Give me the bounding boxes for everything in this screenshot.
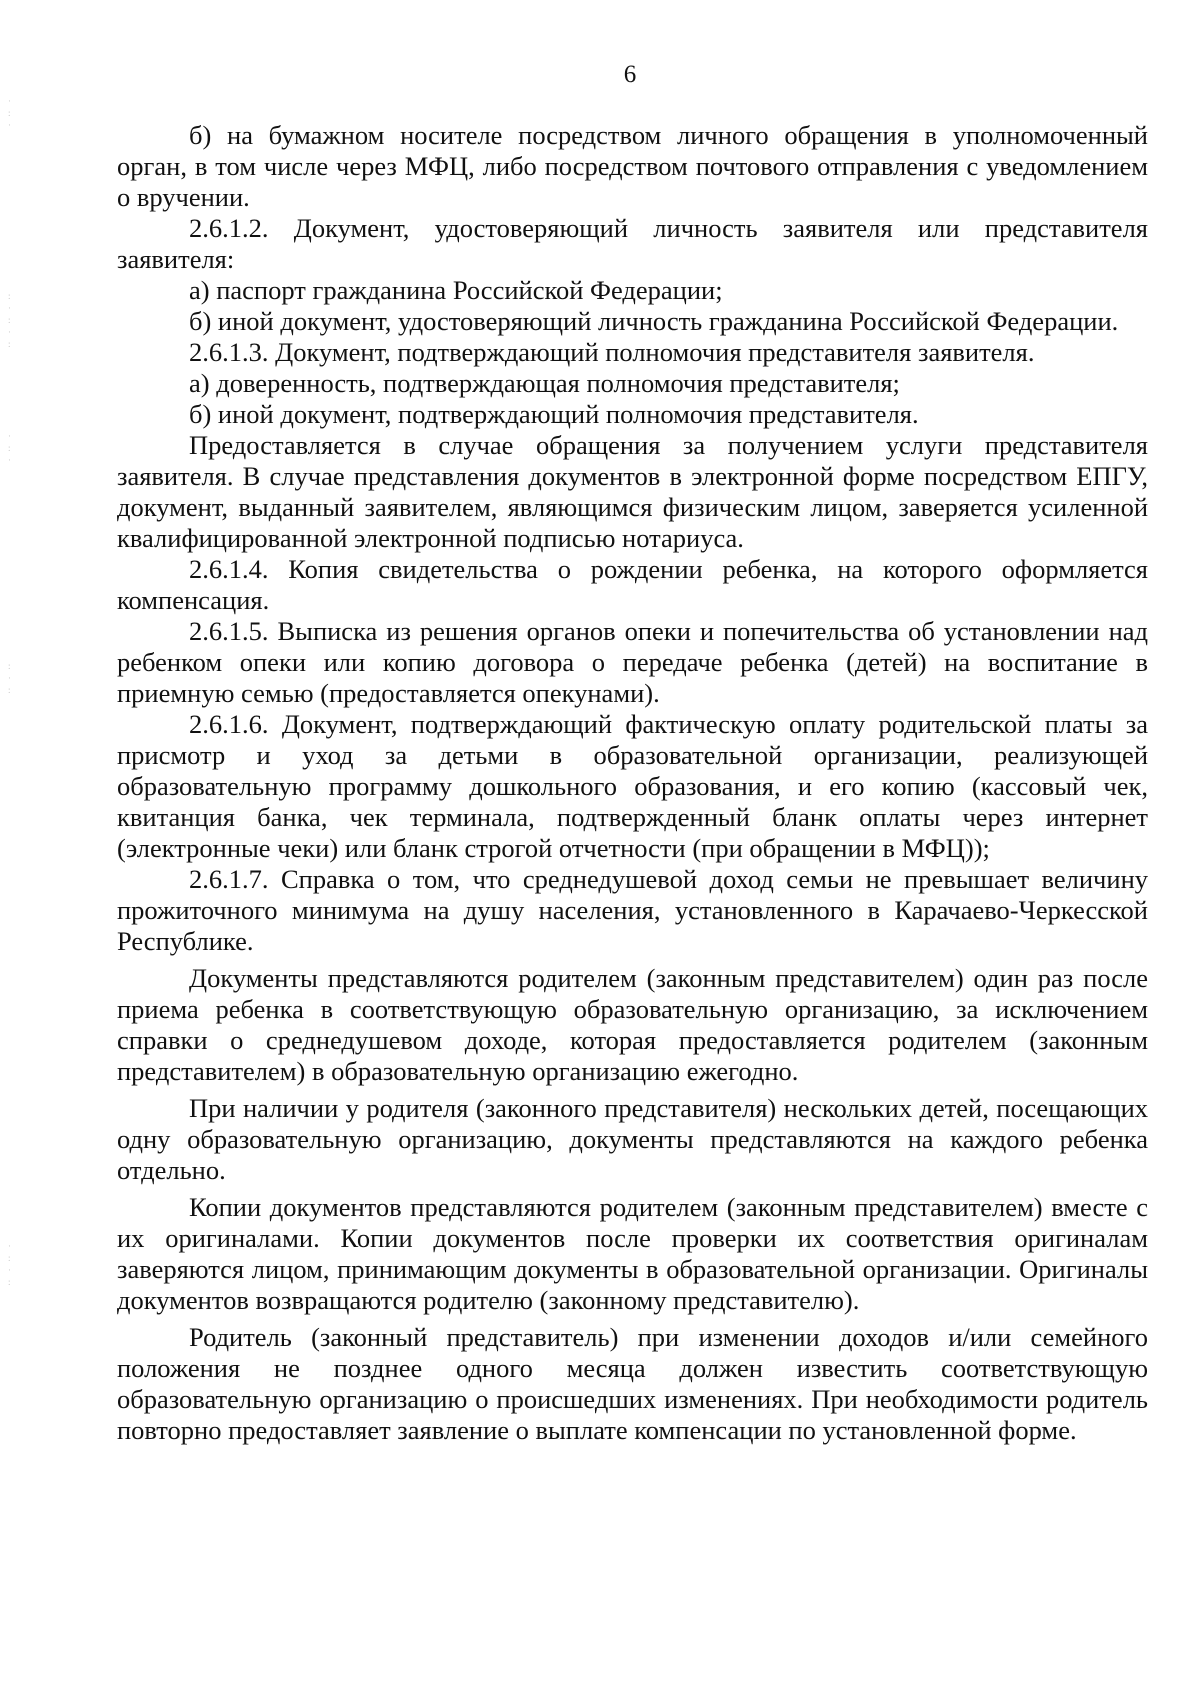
paragraph: При наличии у родителя (законного представителя) нескольких детей, посещающих одну образовательную организацию, документы представляются на каждого ребенка отдельно.: [117, 1093, 1148, 1185]
paragraph: 2.6.1.2. Документ, удостоверяющий личность заявителя или представителя заявителя:: [117, 213, 1148, 274]
paragraph: 2.6.1.3. Документ, подтверждающий полномочия представителя заявителя.: [189, 337, 1035, 367]
paragraph: Предоставляется в случае обращения за получением услуги представителя заявителя. В случае представления документов в электронной форме посредством ЕПГУ, документ, выданный заявителем, являющимся физическим лицом, заверяется усиленной квалифицированной электронной подписью нотариуса.: [117, 430, 1148, 553]
paragraph: Копии документов представляются родителем (законным представителем) вместе с их оригиналами. Копии документов после проверки их соответствия оригиналам заверяются лицом, принимающим документы в образовательной организации. Оригиналы документов возвращаются родителю (законному представителю).: [117, 1192, 1148, 1315]
paragraph: 2.6.1.4. Копия свидетельства о рождении ребенка, на которого оформляется компенсация.: [117, 554, 1148, 615]
paragraph: Родитель (законный представитель) при изменении доходов и/или семейного положения не позднее одного месяца должен известить соответствующую образовательную организацию о происшедших изменениях. При необходимости родитель повторно предоставляет заявление о выплате компенсации по установленной форме.: [117, 1322, 1148, 1445]
paragraph: 2.6.1.6. Документ, подтверждающий фактическую оплату родительской платы за присмотр и уход за детьми в образовательной организации, реализующей образовательную программу дошкольного образования, и его копию (кассовый чек, квитанция банка, чек терминала, подтвержденный бланк оплаты через интернет (электронные чеки) или бланк строгой отчетности (при обращении в МФЦ));: [117, 709, 1148, 863]
scan-margin-noise: · : ·: [8, 431, 12, 465]
scan-margin-noise: · : · :: [8, 1241, 12, 1287]
scan-margin-noise: · : ·: [8, 96, 12, 130]
paragraph: а) паспорт гражданина Российской Федерации;: [189, 275, 723, 305]
paragraph: 2.6.1.5. Выписка из решения органов опеки и попечительства об установлении над ребенком опеки или копию договора о передаче ребенка (детей) на воспитание в приемную семью (предоставляется опекунами).: [117, 616, 1148, 708]
paragraph: а) доверенность, подтверждающая полномочия представителя;: [189, 368, 900, 398]
paragraph: 2.6.1.7. Справка о том, что среднедушевой доход семьи не превышает величину прожиточного минимума на душу населения, установленного в Карачаево-Черкесской Республике.: [117, 864, 1148, 956]
paragraph: б) иной документ, удостоверяющий личность гражданина Российской Федерации.: [189, 306, 1119, 336]
paragraph: б) иной документ, подтверждающий полномочия представителя.: [189, 399, 919, 429]
scan-margin-noise: : · :: [8, 661, 12, 695]
paragraph: Документы представляются родителем (законным представителем) один раз после приема ребенка в соответствующую образовательную организацию, за исключением справки о среднедушевом доходе, которая предоставляется родителем (законным представителем) в образовательную организацию ежегодно.: [117, 963, 1148, 1086]
document-body: [117, 120, 1148, 1446]
page-number: 6: [623, 61, 637, 88]
scan-margin-noise: : · : · :: [8, 291, 12, 349]
paragraph: б) на бумажном носителе посредством личного обращения в уполномоченный орган, в том числе через МФЦ, либо посредством почтового отправления с уведомлением о вручении.: [117, 120, 1148, 212]
